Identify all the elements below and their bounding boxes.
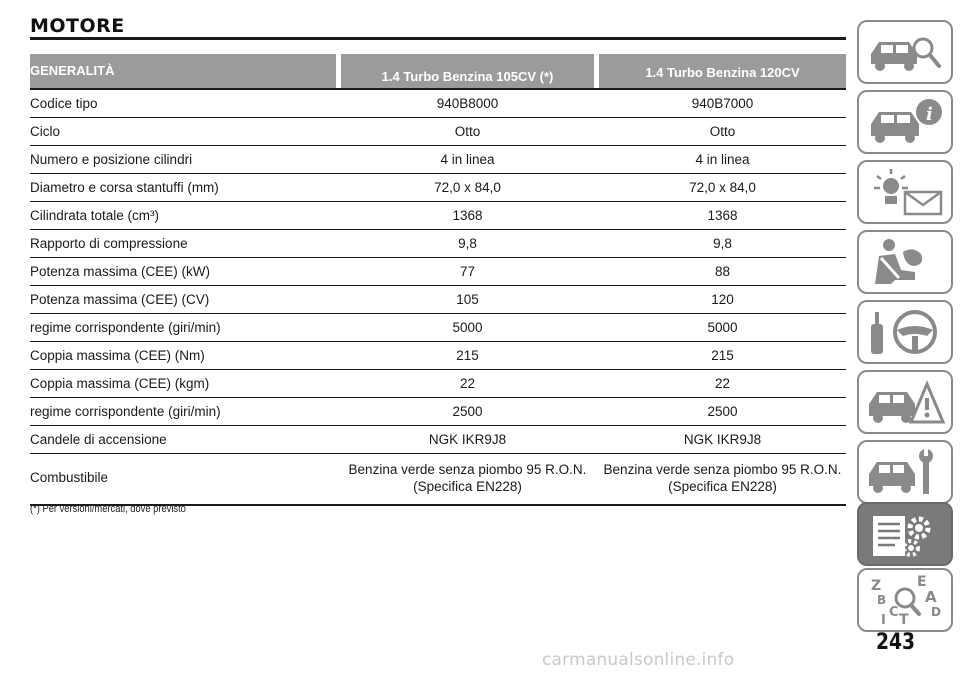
spec-value-105cv: 5000: [452, 320, 483, 335]
table-row: [30, 342, 846, 370]
spec-value-120cv: 88: [714, 264, 731, 279]
spec-value-105cv: 72,0 x 84,0: [434, 180, 501, 195]
table-row: [30, 146, 846, 174]
spec-label: Cilindrata totale (cm³): [30, 208, 160, 223]
spec-label: Candele di accensione: [30, 432, 167, 447]
spec-label: Codice tipo: [30, 96, 98, 111]
spec-value-120cv: 1368: [707, 208, 738, 223]
spec-value-120cv: 4 in linea: [695, 152, 750, 167]
spec-value-105cv: NGK IKR9J8: [428, 432, 507, 447]
tab-car-info[interactable]: [857, 90, 953, 154]
watermark: carmanualsonline.info: [542, 650, 735, 670]
table-row: [30, 370, 846, 398]
spec-value-105cv: 77: [459, 264, 476, 279]
spec-value-120cv: Otto: [709, 124, 736, 139]
tab-car-search[interactable]: [857, 20, 953, 84]
spec-value-105cv: Benzina verde senza piombo 95 R.O.N. (Specifica EN228): [348, 462, 587, 494]
header-label: GENERALITÀ: [30, 63, 115, 78]
spec-label: Potenza massima (CEE) (kW): [30, 264, 211, 279]
spec-value-105cv: 105: [456, 292, 479, 307]
spec-value-120cv: NGK IKR9J8: [683, 432, 762, 447]
engine-specs-table: [30, 54, 846, 506]
svg-text:T: T: [899, 612, 909, 626]
spec-value-105cv: 1368: [452, 208, 483, 223]
table-row: [30, 426, 846, 454]
svg-text:Z: Z: [871, 578, 882, 594]
header-engine-105cv: 1.4 Turbo Benzina 105CV (*): [341, 54, 594, 88]
airbag-seat-icon: [865, 236, 945, 288]
header-engine-120cv: 1.4 Turbo Benzina 120CV: [599, 54, 846, 88]
table-row: [30, 286, 846, 314]
spec-value-105cv: Otto: [454, 124, 481, 139]
car-tools-icon: [865, 446, 945, 498]
spec-label: Potenza massima (CEE) (CV): [30, 292, 210, 307]
warning-lights-icon: [865, 166, 945, 218]
spec-value-120cv: 5000: [707, 320, 738, 335]
tab-airbag-seat[interactable]: [857, 230, 953, 294]
table-row: [30, 258, 846, 286]
tab-technical-data[interactable]: [857, 502, 953, 566]
svg-text:E: E: [917, 574, 927, 590]
technical-data-gears-icon: [865, 508, 945, 560]
spec-label: Coppia massima (CEE) (Nm): [30, 348, 205, 363]
table-row: [30, 202, 846, 230]
spec-label: regime corrispondente (giri/min): [30, 320, 221, 335]
spec-label: Ciclo: [30, 124, 61, 139]
table-row: [30, 398, 846, 426]
table-row: [30, 174, 846, 202]
table-header: [30, 54, 846, 90]
svg-text:i: i: [926, 104, 933, 125]
svg-text:A: A: [925, 588, 937, 606]
table-row: [30, 454, 846, 506]
page-title: MOTORE: [30, 15, 125, 37]
spec-label: Combustibile: [30, 470, 109, 485]
spec-label: regime corrispondente (giri/min): [30, 404, 221, 419]
table-row: [30, 118, 846, 146]
spec-value-120cv: Benzina verde senza piombo 95 R.O.N. (Specifica EN228): [603, 462, 842, 494]
tab-car-warning[interactable]: [857, 370, 953, 434]
svg-text:D: D: [931, 605, 941, 619]
footnote: (*) Per versioni/mercati, dove previsto: [30, 503, 186, 515]
table-row: [30, 314, 846, 342]
svg-text:I: I: [881, 613, 886, 626]
spec-value-120cv: 940B7000: [691, 96, 754, 111]
svg-text:B: B: [877, 593, 887, 607]
title-rule: [30, 37, 846, 40]
header-generalita: [30, 54, 336, 88]
spec-value-105cv: 22: [459, 376, 476, 391]
spec-value-105cv: 2500: [452, 404, 483, 419]
spec-value-120cv: 22: [714, 376, 731, 391]
page-number: 243: [876, 630, 916, 655]
spec-label: Coppia massima (CEE) (kgm): [30, 376, 210, 391]
tab-alphabetical-index[interactable]: [857, 568, 953, 632]
steering-wheel-icon: [865, 306, 945, 358]
tab-car-tools[interactable]: [857, 440, 953, 504]
spec-value-105cv: 4 in linea: [440, 152, 495, 167]
car-info-icon: [865, 96, 945, 148]
svg-text:C: C: [889, 605, 899, 620]
table-row: [30, 90, 846, 118]
table-row: [30, 230, 846, 258]
spec-label: Diametro e corsa stantuffi (mm): [30, 180, 219, 195]
spec-value-120cv: 120: [711, 292, 734, 307]
spec-value-105cv: 940B8000: [436, 96, 499, 111]
car-search-icon: [865, 26, 945, 78]
spec-value-120cv: 215: [711, 348, 734, 363]
spec-value-120cv: 2500: [707, 404, 738, 419]
alphabetical-index-icon: [865, 574, 945, 626]
spec-value-120cv: 72,0 x 84,0: [689, 180, 756, 195]
tab-warning-lights[interactable]: [857, 160, 953, 224]
spec-label: Numero e posizione cilindri: [30, 152, 193, 167]
spec-value-120cv: 9,8: [713, 236, 732, 251]
car-warning-triangle-icon: [865, 376, 945, 428]
spec-label: Rapporto di compressione: [30, 236, 188, 251]
spec-value-105cv: 215: [456, 348, 479, 363]
tab-steering-wheel[interactable]: [857, 300, 953, 364]
spec-value-105cv: 9,8: [458, 236, 477, 251]
